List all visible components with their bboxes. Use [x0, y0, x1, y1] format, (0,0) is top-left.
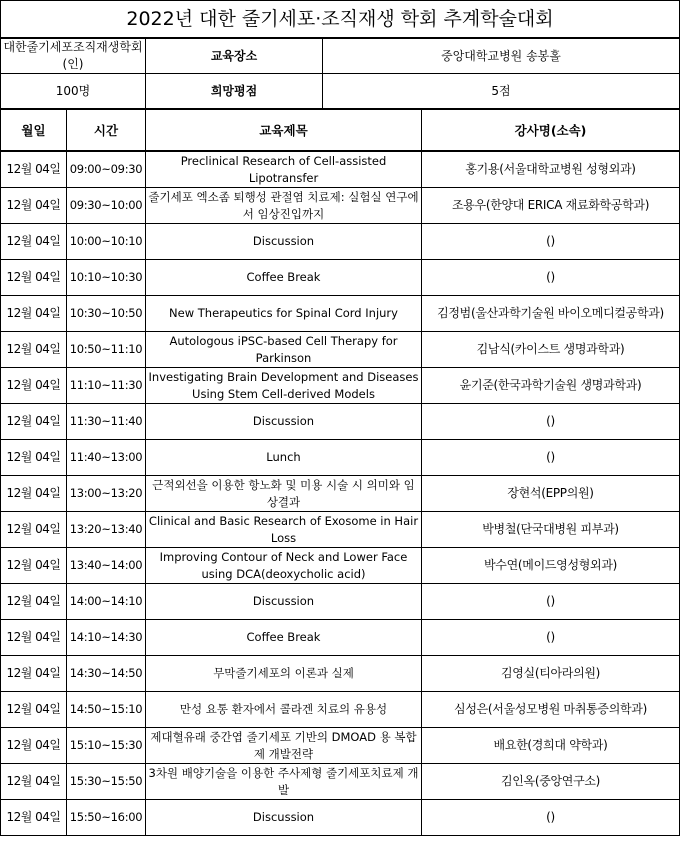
row-speaker: 심성은(서울성모병원 마취통증의학과): [422, 692, 680, 728]
row-time: 13:00~13:20: [67, 476, 146, 512]
row-title: Discussion: [146, 584, 422, 620]
row-time: 14:00~14:10: [67, 584, 146, 620]
row-title: Lunch: [146, 440, 422, 476]
table-row: [1, 656, 680, 692]
place-label: 교육장소: [146, 38, 323, 74]
organizer-name: 대한줄기세포조직재생학회(인): [1, 38, 146, 74]
row-date: 12월 04일: [1, 151, 67, 188]
row-speaker: 박병철(단국대병원 피부과): [422, 512, 680, 548]
row-title: 3차원 배양기술을 이용한 주사제형 줄기세포치료제 개발: [146, 764, 422, 800]
row-date: 12월 04일: [1, 260, 67, 296]
row-time: 14:10~14:30: [67, 620, 146, 656]
row-date: 12월 04일: [1, 764, 67, 800]
table-row: [1, 260, 680, 296]
row-time: 10:10~10:30: [67, 260, 146, 296]
table-row: [1, 188, 680, 224]
table-row: [1, 620, 680, 656]
row-date: 12월 04일: [1, 404, 67, 440]
row-speaker: 배요한(경희대 약학과): [422, 728, 680, 764]
table-row: [1, 440, 680, 476]
row-speaker: 김인옥(중앙연구소): [422, 764, 680, 800]
column-header-title: 교육제목: [146, 109, 422, 151]
table-row: [1, 296, 680, 332]
column-header-time: 시간: [67, 109, 146, 151]
row-date: 12월 04일: [1, 728, 67, 764]
row-title: Coffee Break: [146, 620, 422, 656]
row-speaker: 김남식(카이스트 생명과학과): [422, 332, 680, 368]
row-speaker: (): [422, 404, 680, 440]
column-header-date: 월일: [1, 109, 67, 151]
row-time: 13:20~13:40: [67, 512, 146, 548]
row-time: 13:40~14:00: [67, 548, 146, 584]
table-row: [1, 224, 680, 260]
row-time: 15:50~16:00: [67, 800, 146, 836]
table-row: [1, 692, 680, 728]
rating-value: 5점: [323, 74, 680, 110]
row-date: 12월 04일: [1, 476, 67, 512]
row-speaker: (): [422, 440, 680, 476]
row-date: 12월 04일: [1, 332, 67, 368]
row-speaker: 홍기용(서울대학교병원 성형외과): [422, 151, 680, 188]
row-time: 15:30~15:50: [67, 764, 146, 800]
table-row: [1, 548, 680, 584]
row-speaker: 장현석(EPP의원): [422, 476, 680, 512]
row-date: 12월 04일: [1, 584, 67, 620]
row-title: 근적외선을 이용한 항노화 및 미용 시술 시 의미와 임상결과: [146, 476, 422, 512]
row-speaker: 김영실(티아라의원): [422, 656, 680, 692]
row-time: 10:50~11:10: [67, 332, 146, 368]
row-title: Discussion: [146, 800, 422, 836]
info-row-capacity: [1, 74, 680, 110]
row-speaker: (): [422, 620, 680, 656]
row-speaker: 조용우(한양대 ERICA 재료화학공학과): [422, 188, 680, 224]
row-title: 만성 요통 환자에서 콜라겐 치료의 유용성: [146, 692, 422, 728]
row-date: 12월 04일: [1, 296, 67, 332]
table-row: [1, 728, 680, 764]
row-title: Improving Contour of Neck and Lower Face using DCA(deoxycholic acid): [146, 548, 422, 584]
row-date: 12월 04일: [1, 548, 67, 584]
table-row: [1, 512, 680, 548]
place-value: 중앙대학교병원 송봉홀: [323, 38, 680, 74]
info-row-place: [1, 38, 680, 74]
row-title: Autologous iPSC-based Cell Therapy for Parkinson: [146, 332, 422, 368]
column-header-row: [1, 109, 680, 151]
row-speaker: 윤기준(한국과학기술원 생명과학과): [422, 368, 680, 404]
row-time: 14:50~15:10: [67, 692, 146, 728]
row-date: 12월 04일: [1, 188, 67, 224]
row-title: 줄기세포 엑소좀 퇴행성 관절염 치료제: 실험실 연구에서 임상진입까지: [146, 188, 422, 224]
row-speaker: (): [422, 800, 680, 836]
table-row: [1, 368, 680, 404]
row-time: 11:30~11:40: [67, 404, 146, 440]
row-title: Investigating Brain Development and Diseases Using Stem Cell-derived Models: [146, 368, 422, 404]
row-time: 09:00~09:30: [67, 151, 146, 188]
row-date: 12월 04일: [1, 512, 67, 548]
table-row: [1, 800, 680, 836]
row-date: 12월 04일: [1, 656, 67, 692]
table-row: [1, 332, 680, 368]
row-date: 12월 04일: [1, 440, 67, 476]
table-row: [1, 584, 680, 620]
row-title: Clinical and Basic Research of Exosome in Hair Loss: [146, 512, 422, 548]
capacity-value: 100명: [1, 74, 146, 110]
row-date: 12월 04일: [1, 692, 67, 728]
row-title: 제대혈유래 중간엽 줄기세포 기반의 DMOAD 용 복합제 개발전략: [146, 728, 422, 764]
row-speaker: (): [422, 260, 680, 296]
row-time: 10:00~10:10: [67, 224, 146, 260]
table-row: [1, 764, 680, 800]
row-date: 12월 04일: [1, 368, 67, 404]
row-speaker: (): [422, 584, 680, 620]
table-row: [1, 476, 680, 512]
row-time: 15:10~15:30: [67, 728, 146, 764]
row-date: 12월 04일: [1, 800, 67, 836]
row-date: 12월 04일: [1, 224, 67, 260]
row-title: 무막줄기세포의 이론과 실제: [146, 656, 422, 692]
row-title: Preclinical Research of Cell-assisted Lipotransfer: [146, 151, 422, 188]
table-row: [1, 404, 680, 440]
row-title: Coffee Break: [146, 260, 422, 296]
column-header-speaker: 강사명(소속): [422, 109, 680, 151]
row-title: Discussion: [146, 224, 422, 260]
row-speaker: 김정범(울산과학기술원 바이오메디컬공학과): [422, 296, 680, 332]
rating-label: 희망평점: [146, 74, 323, 110]
row-time: 10:30~10:50: [67, 296, 146, 332]
row-time: 14:30~14:50: [67, 656, 146, 692]
row-speaker: (): [422, 224, 680, 260]
document-title: 2022년 대한 줄기세포·조직재생 학회 추계학술대회: [1, 1, 680, 39]
row-time: 09:30~10:00: [67, 188, 146, 224]
row-title: New Therapeutics for Spinal Cord Injury: [146, 296, 422, 332]
row-date: 12월 04일: [1, 620, 67, 656]
row-title: Discussion: [146, 404, 422, 440]
row-speaker: 박수연(메이드영성형외과): [422, 548, 680, 584]
row-time: 11:10~11:30: [67, 368, 146, 404]
row-time: 11:40~13:00: [67, 440, 146, 476]
table-row: [1, 151, 680, 188]
